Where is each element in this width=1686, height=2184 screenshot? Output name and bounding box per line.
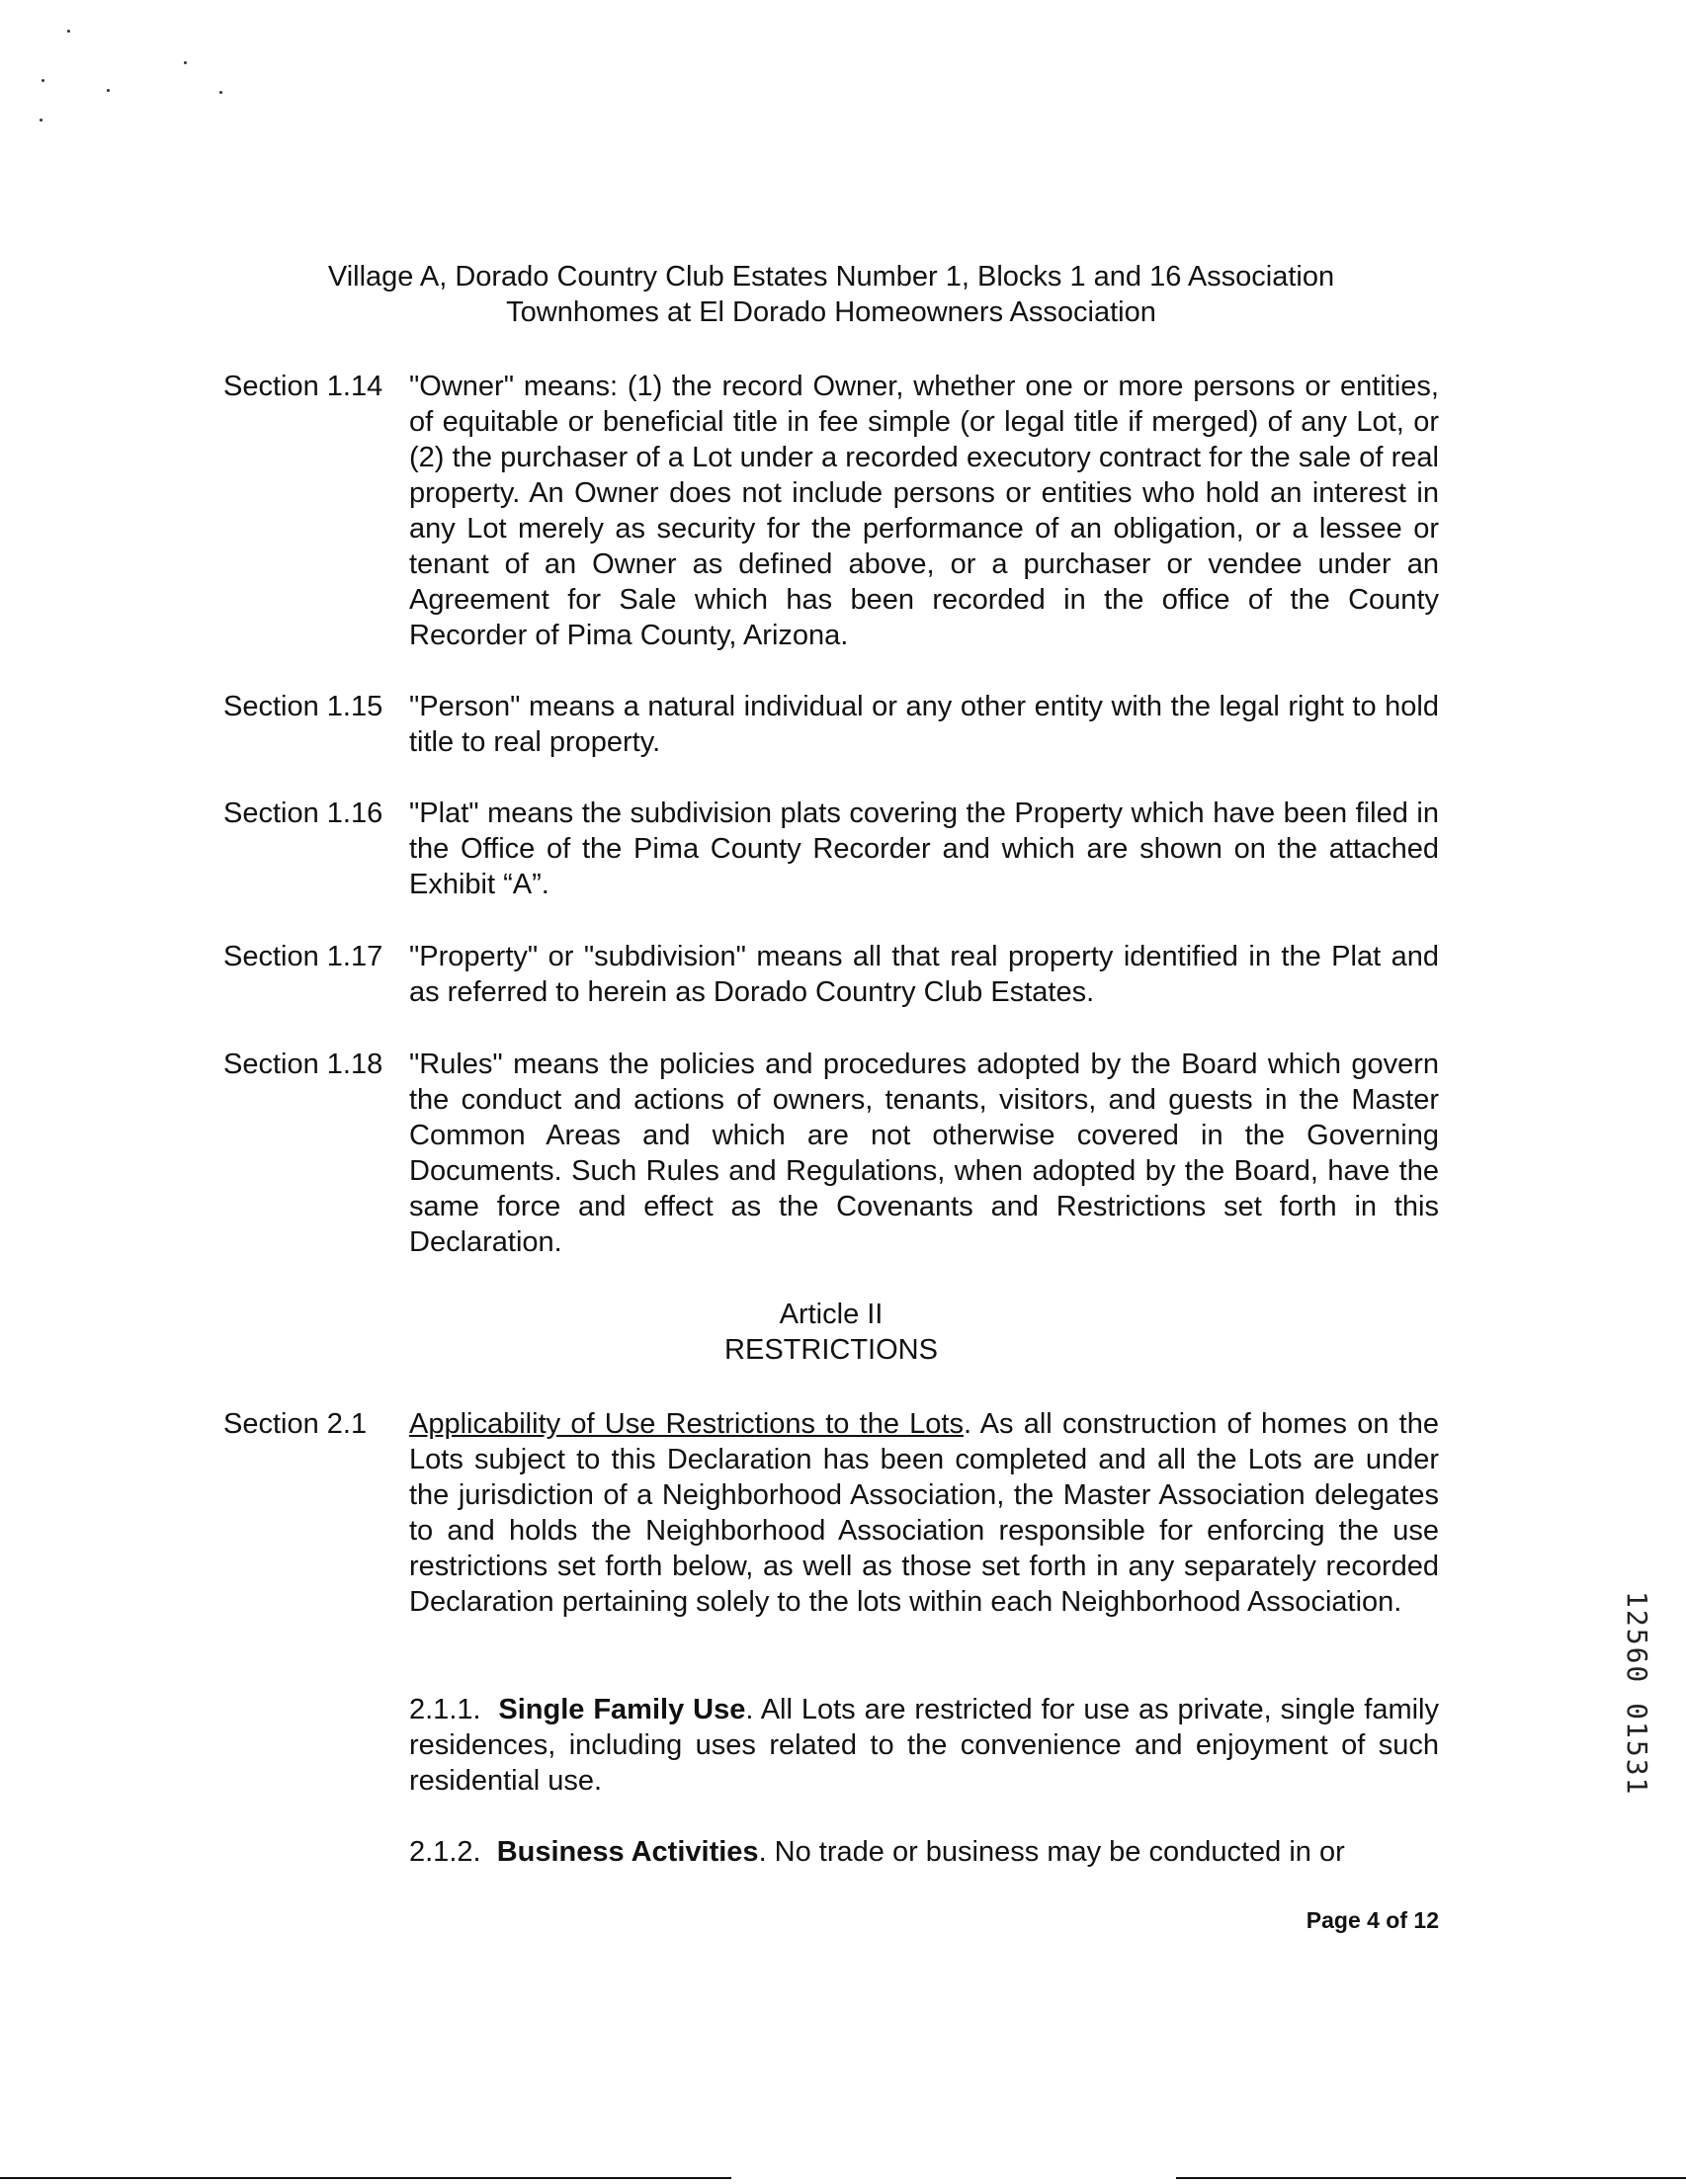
subsection-text: . No trade or business may be conducted in or xyxy=(758,1836,1345,1868)
section-label: Section 2.1 xyxy=(223,1408,368,1440)
section-label: Section 1.17 xyxy=(223,941,383,972)
section-text: "Property" or "subdivision" means all that real property identified in the Plat and as referred to herein as Dorado Country Club Estates. xyxy=(409,941,1439,1008)
subsection-text: . All Lots are restricted for use as private, single family residences, including uses related to the convenience and enjoyment of such residential use. xyxy=(409,1694,1439,1797)
subsection-2-1-1 xyxy=(409,1692,1439,1799)
section-text: "Plat" means the subdivision plats covering the Property which have been filed in the Office of the Pima County Recorder and which are shown on the attached Exhibit “A”. xyxy=(409,798,1439,900)
bottom-rule-right xyxy=(1176,2177,1686,2179)
recording-stamp: 12560 01531 xyxy=(1621,1591,1653,1797)
section-1-18 xyxy=(223,1047,1439,1260)
subsection-2-1-2 xyxy=(409,1834,1439,1870)
subsection-heading: Business Activities xyxy=(496,1836,759,1868)
section-text: "Owner" means: (1) the record Owner, whether one or more persons or entities, of equitable or beneficial title in fee simple (or legal title if merged) of any Lot, or (2) the purchaser of a Lot under a recorded executory contract for the sale of real property. An Owner does not include persons or entities who hold an interest in any Lot merely as security for the performance of an obligation, or a lessee or tenant of an Owner as defined above, or a purchaser or vendee under an Agreement for Sale which has been recorded in the office of the County Recorder of Pima County, Arizona. xyxy=(409,371,1439,651)
subsection-heading: Single Family Use xyxy=(498,1694,746,1725)
section-label: Section 1.15 xyxy=(223,691,383,722)
section-1-15 xyxy=(223,689,1439,760)
section-body: . As all construction of homes on the Lots subject to this Declaration has been completed and all the Lots are under the jurisdiction of a Neighborhood Association, the Master Association delegates to and holds the Neighborhood Association responsible for enforcing the use restrictions set forth below, as well as those set forth in any separately recorded Declaration pertaining solely to the lots within each Neighborhood Association. xyxy=(409,1408,1439,1618)
section-1-16 xyxy=(223,796,1439,902)
subsection-number: 2.1.2. xyxy=(409,1836,481,1868)
section-text xyxy=(409,1406,1439,1620)
section-label: Section 1.14 xyxy=(223,371,383,402)
section-2-1 xyxy=(223,1406,1439,1620)
header-line-1: Village A, Dorado Country Club Estates Number 1, Blocks 1 and 16 Association xyxy=(327,261,1335,293)
section-text: "Rules" means the policies and procedures adopted by the Board which govern the conduct and actions of owners, tenants, visitors, and guests in the Master Common Areas and which are not otherwise covered in the Governing Documents. Such Rules and Regulations, when adopted by the Board, have the same force and effect as the Covenants and Restrictions set forth in this Declaration. xyxy=(409,1049,1439,1258)
article-heading xyxy=(223,1297,1439,1368)
document-header xyxy=(223,259,1439,330)
header-line-2: Townhomes at El Dorado Homeowners Association xyxy=(506,296,1156,328)
article-number: Article II xyxy=(779,1299,884,1330)
section-heading: Applicability of Use Restrictions to the Lots xyxy=(409,1408,964,1440)
section-label: Section 1.16 xyxy=(223,798,383,829)
page-number: Page 4 of 12 xyxy=(1306,1907,1439,1933)
section-1-14 xyxy=(223,369,1439,653)
bottom-rule-left xyxy=(0,2177,731,2179)
article-title: RESTRICTIONS xyxy=(724,1334,938,1366)
section-1-17 xyxy=(223,939,1439,1010)
section-label: Section 1.18 xyxy=(223,1049,383,1080)
section-text: "Person" means a natural individual or any other entity with the legal right to hold title to real property. xyxy=(409,691,1439,758)
subsection-number: 2.1.1. xyxy=(409,1694,481,1725)
